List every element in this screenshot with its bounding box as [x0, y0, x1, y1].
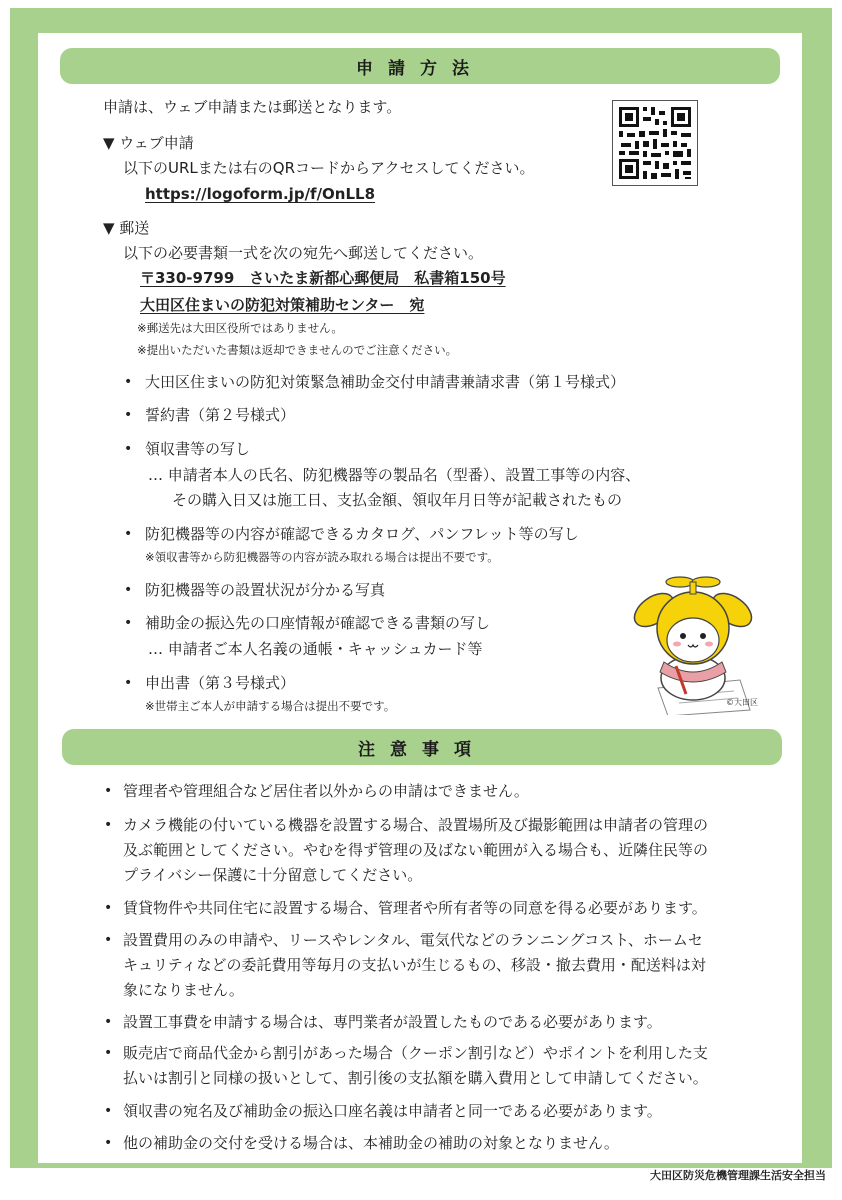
bullet-dot: • — [124, 407, 133, 423]
doc-item-7-note: ※世帯主ご本人が申請する場合は提出不要です。 — [145, 699, 396, 713]
doc-item-4: 防犯機器等の内容が確認できるカタログ、パンフレット等の写し — [145, 525, 579, 543]
mail-text: 以下の必要書類一式を次の宛先へ郵送してください。 — [123, 244, 484, 262]
note-2-line-2: 及ぶ範囲としてください。やむを得ず管理の及ばない範囲が入る場合も、近隣住民等の — [123, 841, 709, 859]
qr-code-icon[interactable] — [612, 100, 698, 186]
note-6-line-2: 払いは割引と同様の扱いとして、割引後の支払額を購入費用として申請してください。 — [123, 1069, 708, 1087]
bullet-dot: • — [124, 526, 133, 542]
note-4-line-2: キュリティなどの委託費用等毎月の支払いが生じるもの、移設・撤去費用・配送料は対 — [123, 956, 706, 974]
mail-note2: ※提出いただいた書類は返却できませんのでご注意ください。 — [137, 343, 458, 357]
doc-item-7: 申出書（第３号様式） — [145, 674, 296, 692]
bullet-dot: • — [124, 374, 133, 390]
bullet-dot: • — [104, 817, 113, 833]
doc-item-2: 誓約書（第２号様式） — [145, 406, 296, 424]
mascot-illustration — [628, 570, 758, 715]
bullet-dot: • — [104, 1103, 113, 1119]
doc-item-4-note: ※領収書等から防犯機器等の内容が読み取れる場合は提出不要です。 — [145, 550, 499, 564]
bullet-dot: • — [104, 1045, 113, 1061]
note-1: 管理者や管理組合など居住者以外からの申請はできません。 — [123, 782, 529, 800]
web-url-link[interactable]: https://logoform.jp/f/OnLL8 — [145, 185, 376, 203]
section-header-notes: 注意事項 — [62, 729, 782, 765]
bullet-dot: • — [104, 783, 113, 799]
doc-item-3: 領収書等の写し — [145, 440, 251, 458]
mascot-copyright: ©大田区 — [726, 698, 758, 707]
doc-item-1: 大田区住まいの防犯対策緊急補助金交付申請書兼請求書（第１号様式） — [145, 373, 626, 391]
note-3: 賃貸物件や共同住宅に設置する場合、管理者や所有者等の同意を得る必要があります。 — [123, 899, 707, 917]
doc-item-5: 防犯機器等の設置状況が分かる写真 — [145, 581, 386, 599]
apply-intro: 申請は、ウェブ申請または郵送となります。 — [103, 98, 402, 116]
bullet-dot: • — [104, 1135, 113, 1151]
note-4-line-3: 象になりません。 — [123, 981, 244, 999]
note-7: 領収書の宛名及び補助金の振込口座名義は申請者と同一である必要があります。 — [123, 1102, 662, 1120]
note-8: 他の補助金の交付を受ける場合は、本補助金の補助の対象となりません。 — [123, 1134, 619, 1152]
doc-item-6: 補助金の振込先の口座情報が確認できる書類の写し — [145, 614, 491, 632]
address-line2: 大田区住まいの防犯対策補助センター 宛 — [140, 296, 425, 314]
bullet-dot: • — [124, 582, 133, 598]
note-2-line-3: プライバシー保護に十分留意してください。 — [123, 866, 423, 884]
footer-department: 大田区防災危機管理課生活安全担当 — [650, 1169, 826, 1182]
bullet-dot: • — [104, 900, 113, 916]
bullet-dot: • — [124, 615, 133, 631]
note-4-line-1: 設置費用のみの申請や、リースやレンタル、電気代などのランニングコスト、ホームセ — [123, 931, 703, 949]
mail-note1: ※郵送先は大田区役所ではありません。 — [137, 321, 343, 335]
doc-item-3-detail-1: … 申請者本人の氏名、防犯機器等の製品名（型番）、設置工事等の内容、 — [148, 466, 641, 484]
note-5: 設置工事費を申請する場合は、専門業者が設置したものである必要があります。 — [123, 1013, 662, 1031]
section-header-apply: 申請方法 — [60, 48, 780, 84]
web-heading: ▼ ウェブ申請 — [103, 134, 194, 152]
mail-heading: ▼ 郵送 — [103, 219, 150, 237]
bullet-dot: • — [104, 932, 113, 948]
bullet-dot: • — [124, 675, 133, 691]
web-text: 以下のURLまたは右のQRコードからアクセスしてください。 — [123, 159, 535, 177]
note-2-line-1: カメラ機能の付いている機器を設置する場合、設置場所及び撮影範囲は申請者の管理の — [123, 816, 709, 834]
bullet-dot: • — [124, 441, 133, 457]
doc-item-6-detail: … 申請者ご本人名義の通帳・キャッシュカード等 — [148, 640, 483, 658]
note-6-line-1: 販売店で商品代金から割引があった場合（クーポン割引など）やポイントを利用した支 — [123, 1044, 708, 1062]
address-line1: 〒330-9799 さいたま新都心郵便局 私書箱150号 — [140, 269, 506, 287]
bullet-dot: • — [104, 1014, 113, 1030]
doc-item-3-detail-2: その購入日又は施工日、支払金額、領収年月日等が記載されたもの — [172, 491, 623, 509]
